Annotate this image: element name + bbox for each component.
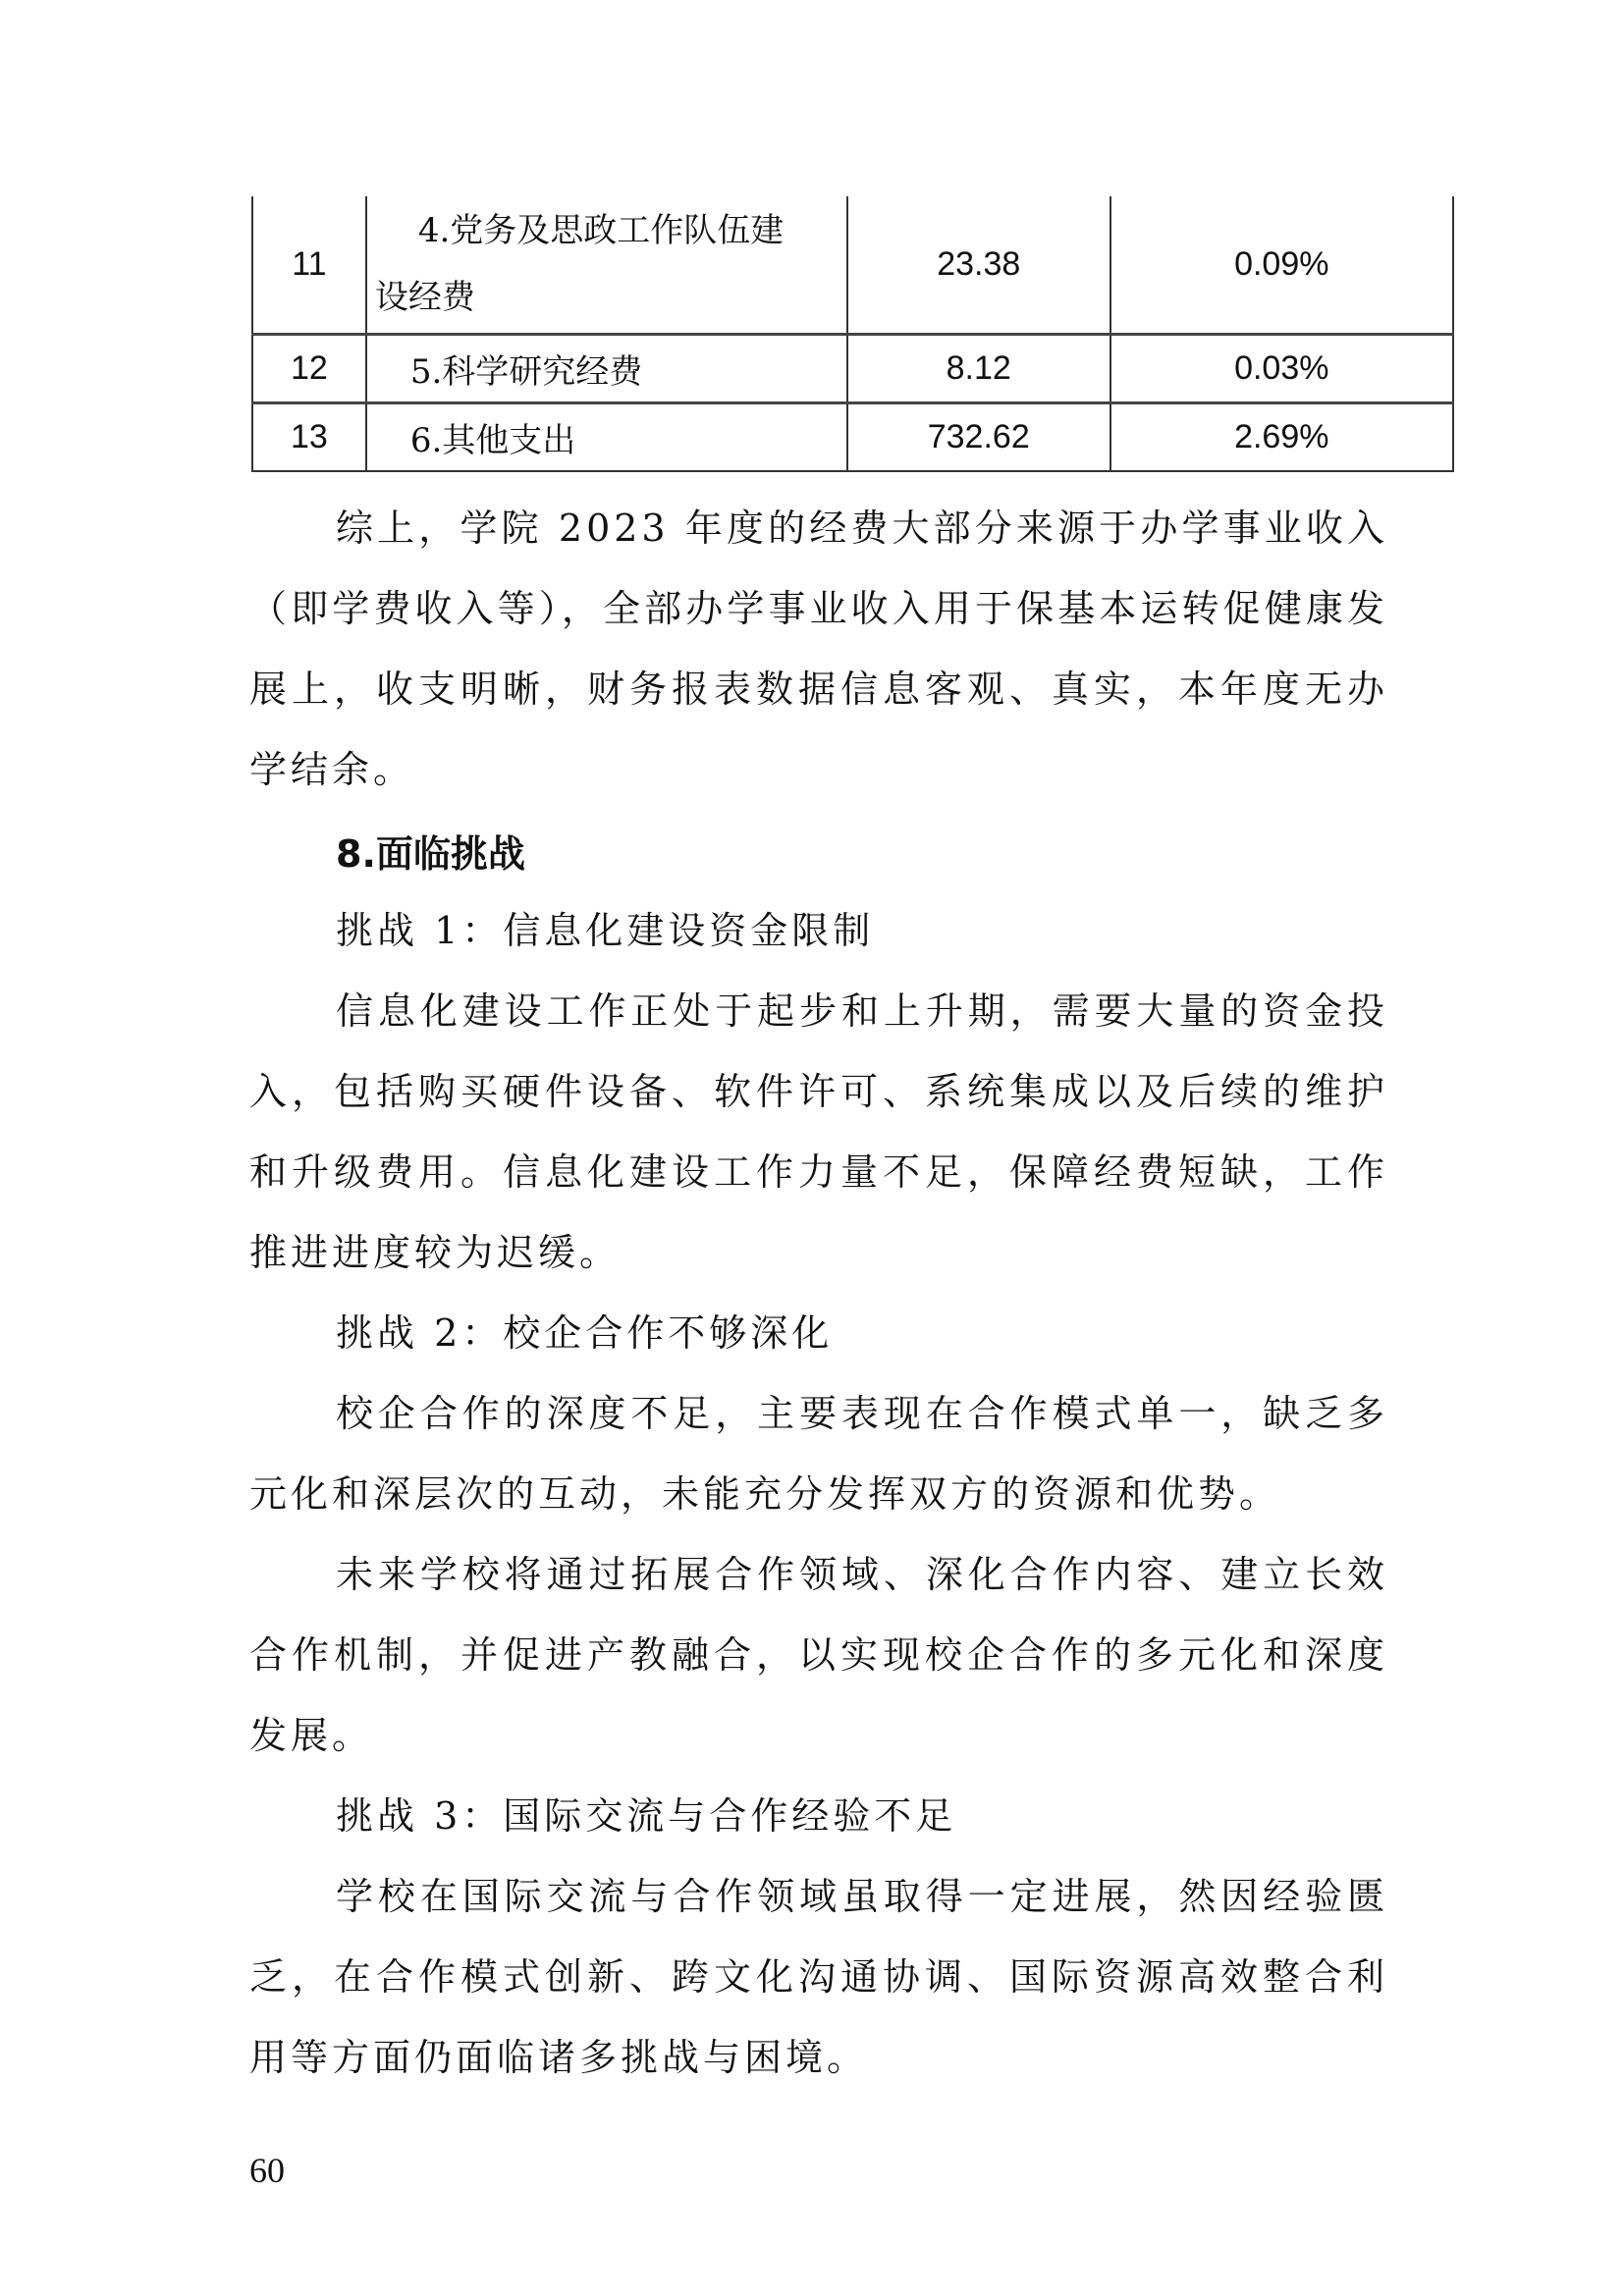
section-heading: 8.面临挑战	[336, 832, 525, 876]
summary-block	[249, 488, 1388, 810]
row-name-line1: 4.党务及思政工作队伍建	[417, 211, 785, 251]
row-index: 12	[252, 334, 366, 402]
challenge-title: 挑战 3：国际交流与合作经验不足	[336, 1794, 957, 1838]
challenge-paragraph: 未来学校将通过拓展合作领域、深化合作内容、建立长效合作机制，并促进产教融合，以实现校企合作的多元化和深度发展。	[249, 1553, 1388, 1757]
row-percent: 2.69%	[1110, 402, 1453, 471]
expense-table	[251, 196, 1454, 472]
row-amount: 23.38	[847, 196, 1110, 334]
row-amount: 8.12	[847, 334, 1110, 402]
row-name	[366, 196, 847, 334]
challenge-2	[249, 1293, 1388, 1776]
row-name-text: 5.科学研究经费	[409, 351, 643, 392]
challenge-paragraph: 校企合作的深度不足，主要表现在合作模式单一，缺乏多元化和深层次的互动，未能充分发挥双方的资源和优势。	[249, 1392, 1388, 1516]
table-row	[252, 402, 1453, 471]
challenge-1	[249, 890, 1388, 1293]
row-index: 13	[252, 402, 366, 471]
row-index: 11	[252, 196, 366, 334]
row-amount: 732.62	[847, 402, 1110, 471]
row-percent: 0.09%	[1110, 196, 1453, 334]
challenge-paragraph: 学校在国际交流与合作领域虽取得一定进展，然因经验匮乏，在合作模式创新、跨文化沟通协调、国际资源高效整合利用等方面仍面临诸多挑战与困境。	[249, 1875, 1388, 2079]
page-number: 60	[249, 2151, 285, 2190]
summary-paragraph: 综上，学院 2023 年度的经费大部分来源于办学事业收入（即学费收入等），全部办学事业收入用于保基本运转促健康发展上，收支明晰，财务报表数据信息客观、真实，本年度无办学结余。	[249, 507, 1388, 791]
row-name-text: 6.其他支出	[409, 420, 576, 460]
row-percent: 0.03%	[1110, 334, 1453, 402]
challenge-title: 挑战 1：信息化建设资金限制	[336, 909, 875, 952]
row-name	[366, 402, 847, 471]
row-name	[366, 334, 847, 402]
row-name-line2: 设经费	[374, 278, 475, 318]
challenge-paragraph: 信息化建设工作正处于起步和上升期，需要大量的资金投入，包括购买硬件设备、软件许可、系统集成以及后续的维护和升级费用。信息化建设工作力量不足，保障经费短缺，工作推进进度较为迟缓。	[249, 989, 1388, 1274]
table-row	[252, 196, 1453, 334]
challenge-title: 挑战 2：校企合作不够深化	[336, 1311, 834, 1355]
challenge-3	[249, 1776, 1388, 2098]
table-row	[252, 334, 1453, 402]
